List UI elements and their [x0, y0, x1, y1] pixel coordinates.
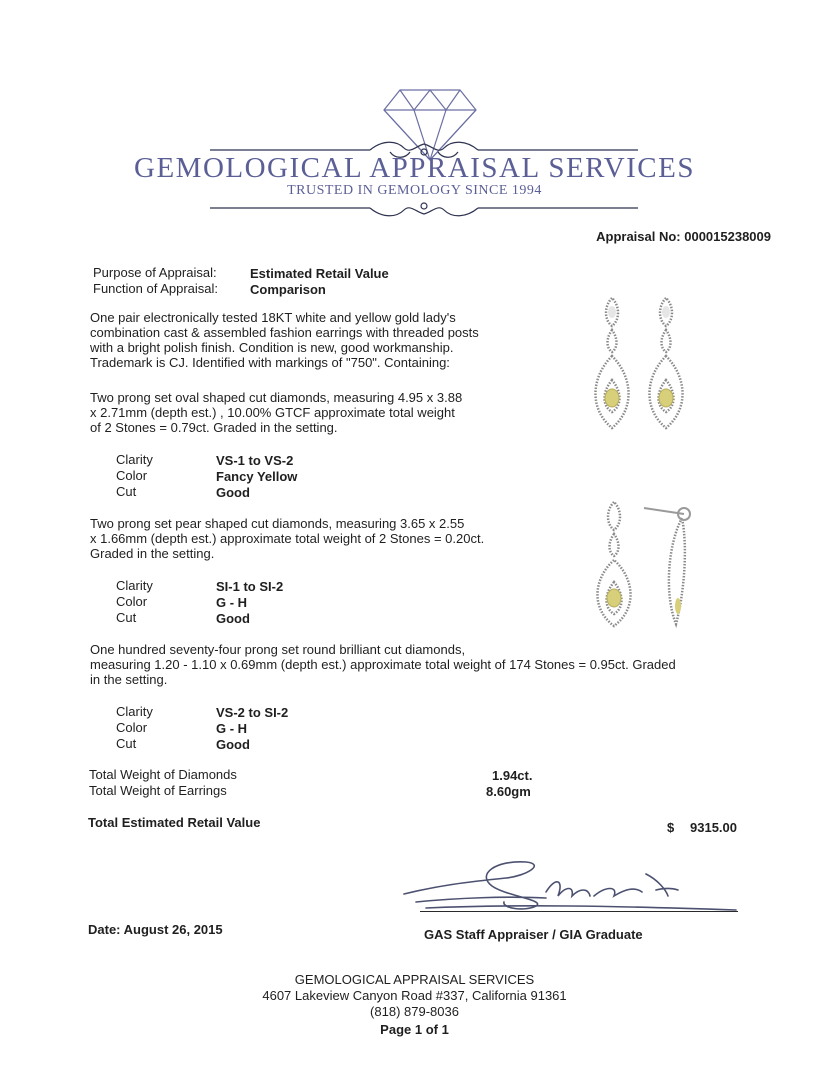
description-line: Trademark is CJ. Identified with markings of "750". Containing:	[90, 355, 450, 370]
stone-group-2-description	[90, 516, 484, 561]
color-label: Color	[116, 720, 148, 735]
stone-group-3-description	[90, 642, 676, 687]
description-line: Two prong set oval shaped cut diamonds, measuring 4.95 x 3.88	[90, 390, 463, 405]
earring-pair-front-image	[584, 288, 704, 438]
purpose-label: Purpose of Appraisal:	[93, 265, 217, 280]
description-line: One hundred seventy-four prong set round brilliant cut diamonds,	[90, 642, 466, 657]
signature-line	[420, 911, 738, 912]
total-diamonds-value: 1.94ct.	[492, 768, 533, 783]
stone-group-1-description	[90, 390, 462, 435]
clarity-value: SI-1 to SI-2	[216, 579, 284, 594]
cut-label: Cut	[116, 610, 137, 625]
color-value: G - H	[216, 595, 248, 610]
clarity-value: VS-2 to SI-2	[216, 705, 289, 720]
description-line: combination cast & assembled fashion earrings with threaded posts	[90, 325, 479, 340]
clarity-label: Clarity	[116, 578, 153, 593]
footer-address: 4607 Lakeview Canyon Road #337, California 91361	[262, 988, 567, 1003]
bottom-flourish	[210, 198, 638, 220]
retail-value: 9315.00	[690, 820, 737, 835]
purpose-value: Estimated Retail Value	[250, 266, 389, 281]
cut-label: Cut	[116, 484, 137, 499]
color-value: G - H	[216, 721, 248, 736]
description-line: x 1.66mm (depth est.) approximate total weight of 2 Stones = 0.20ct.	[90, 531, 485, 546]
color-label: Color	[116, 594, 148, 609]
total-earrings-value: 8.60gm	[486, 784, 531, 799]
currency-symbol: $	[667, 820, 675, 835]
retail-value-label: Total Estimated Retail Value	[88, 815, 261, 830]
appraiser-title: GAS Staff Appraiser / GIA Graduate	[424, 927, 643, 942]
page-number: Page 1 of 1	[380, 1022, 449, 1037]
clarity-label: Clarity	[116, 452, 153, 467]
function-value: Comparison	[250, 282, 326, 297]
company-tagline: TRUSTED IN GEMOLOGY SINCE 1994	[287, 183, 542, 198]
cut-value: Good	[216, 485, 250, 500]
color-value: Fancy Yellow	[216, 469, 298, 484]
appraisal-date: Date: August 26, 2015	[88, 922, 223, 937]
appraiser-signature	[396, 856, 746, 922]
footer-phone: (818) 879-8036	[370, 1004, 459, 1019]
description-line: One pair electronically tested 18KT white and yellow gold lady's	[90, 310, 456, 325]
clarity-label: Clarity	[116, 704, 153, 719]
cut-value: Good	[216, 611, 250, 626]
company-name: GEMOLOGICAL APPRAISAL SERVICES	[134, 152, 695, 184]
earring-pair-side-image	[584, 494, 714, 634]
appraisal-number: Appraisal No: 000015238009	[596, 229, 771, 244]
description-line: x 2.71mm (depth est.) , 10.00% GTCF approximate total weight	[90, 405, 455, 420]
description-line: Two prong set pear shaped cut diamonds, measuring 3.65 x 2.55	[90, 516, 465, 531]
total-earrings-label: Total Weight of Earrings	[89, 783, 227, 798]
function-label: Function of Appraisal:	[93, 281, 219, 296]
color-label: Color	[116, 468, 148, 483]
description-line: with a bright polish finish. Condition is new, good workmanship.	[90, 340, 454, 355]
clarity-value: VS-1 to VS-2	[216, 453, 294, 468]
footer-company: GEMOLOGICAL APPRAISAL SERVICES	[294, 972, 535, 987]
description-line: Graded in the setting.	[90, 546, 215, 561]
cut-label: Cut	[116, 736, 137, 751]
description-line: of 2 Stones = 0.79ct. Graded in the setting.	[90, 420, 338, 435]
description-line: measuring 1.20 - 1.10 x 0.69mm (depth est.) approximate total weight of 174 Stones = 0.95ct. Graded	[90, 657, 676, 672]
total-diamonds-label: Total Weight of Diamonds	[89, 767, 237, 782]
description-line: in the setting.	[90, 672, 168, 687]
item-description	[90, 310, 479, 370]
cut-value: Good	[216, 737, 250, 752]
